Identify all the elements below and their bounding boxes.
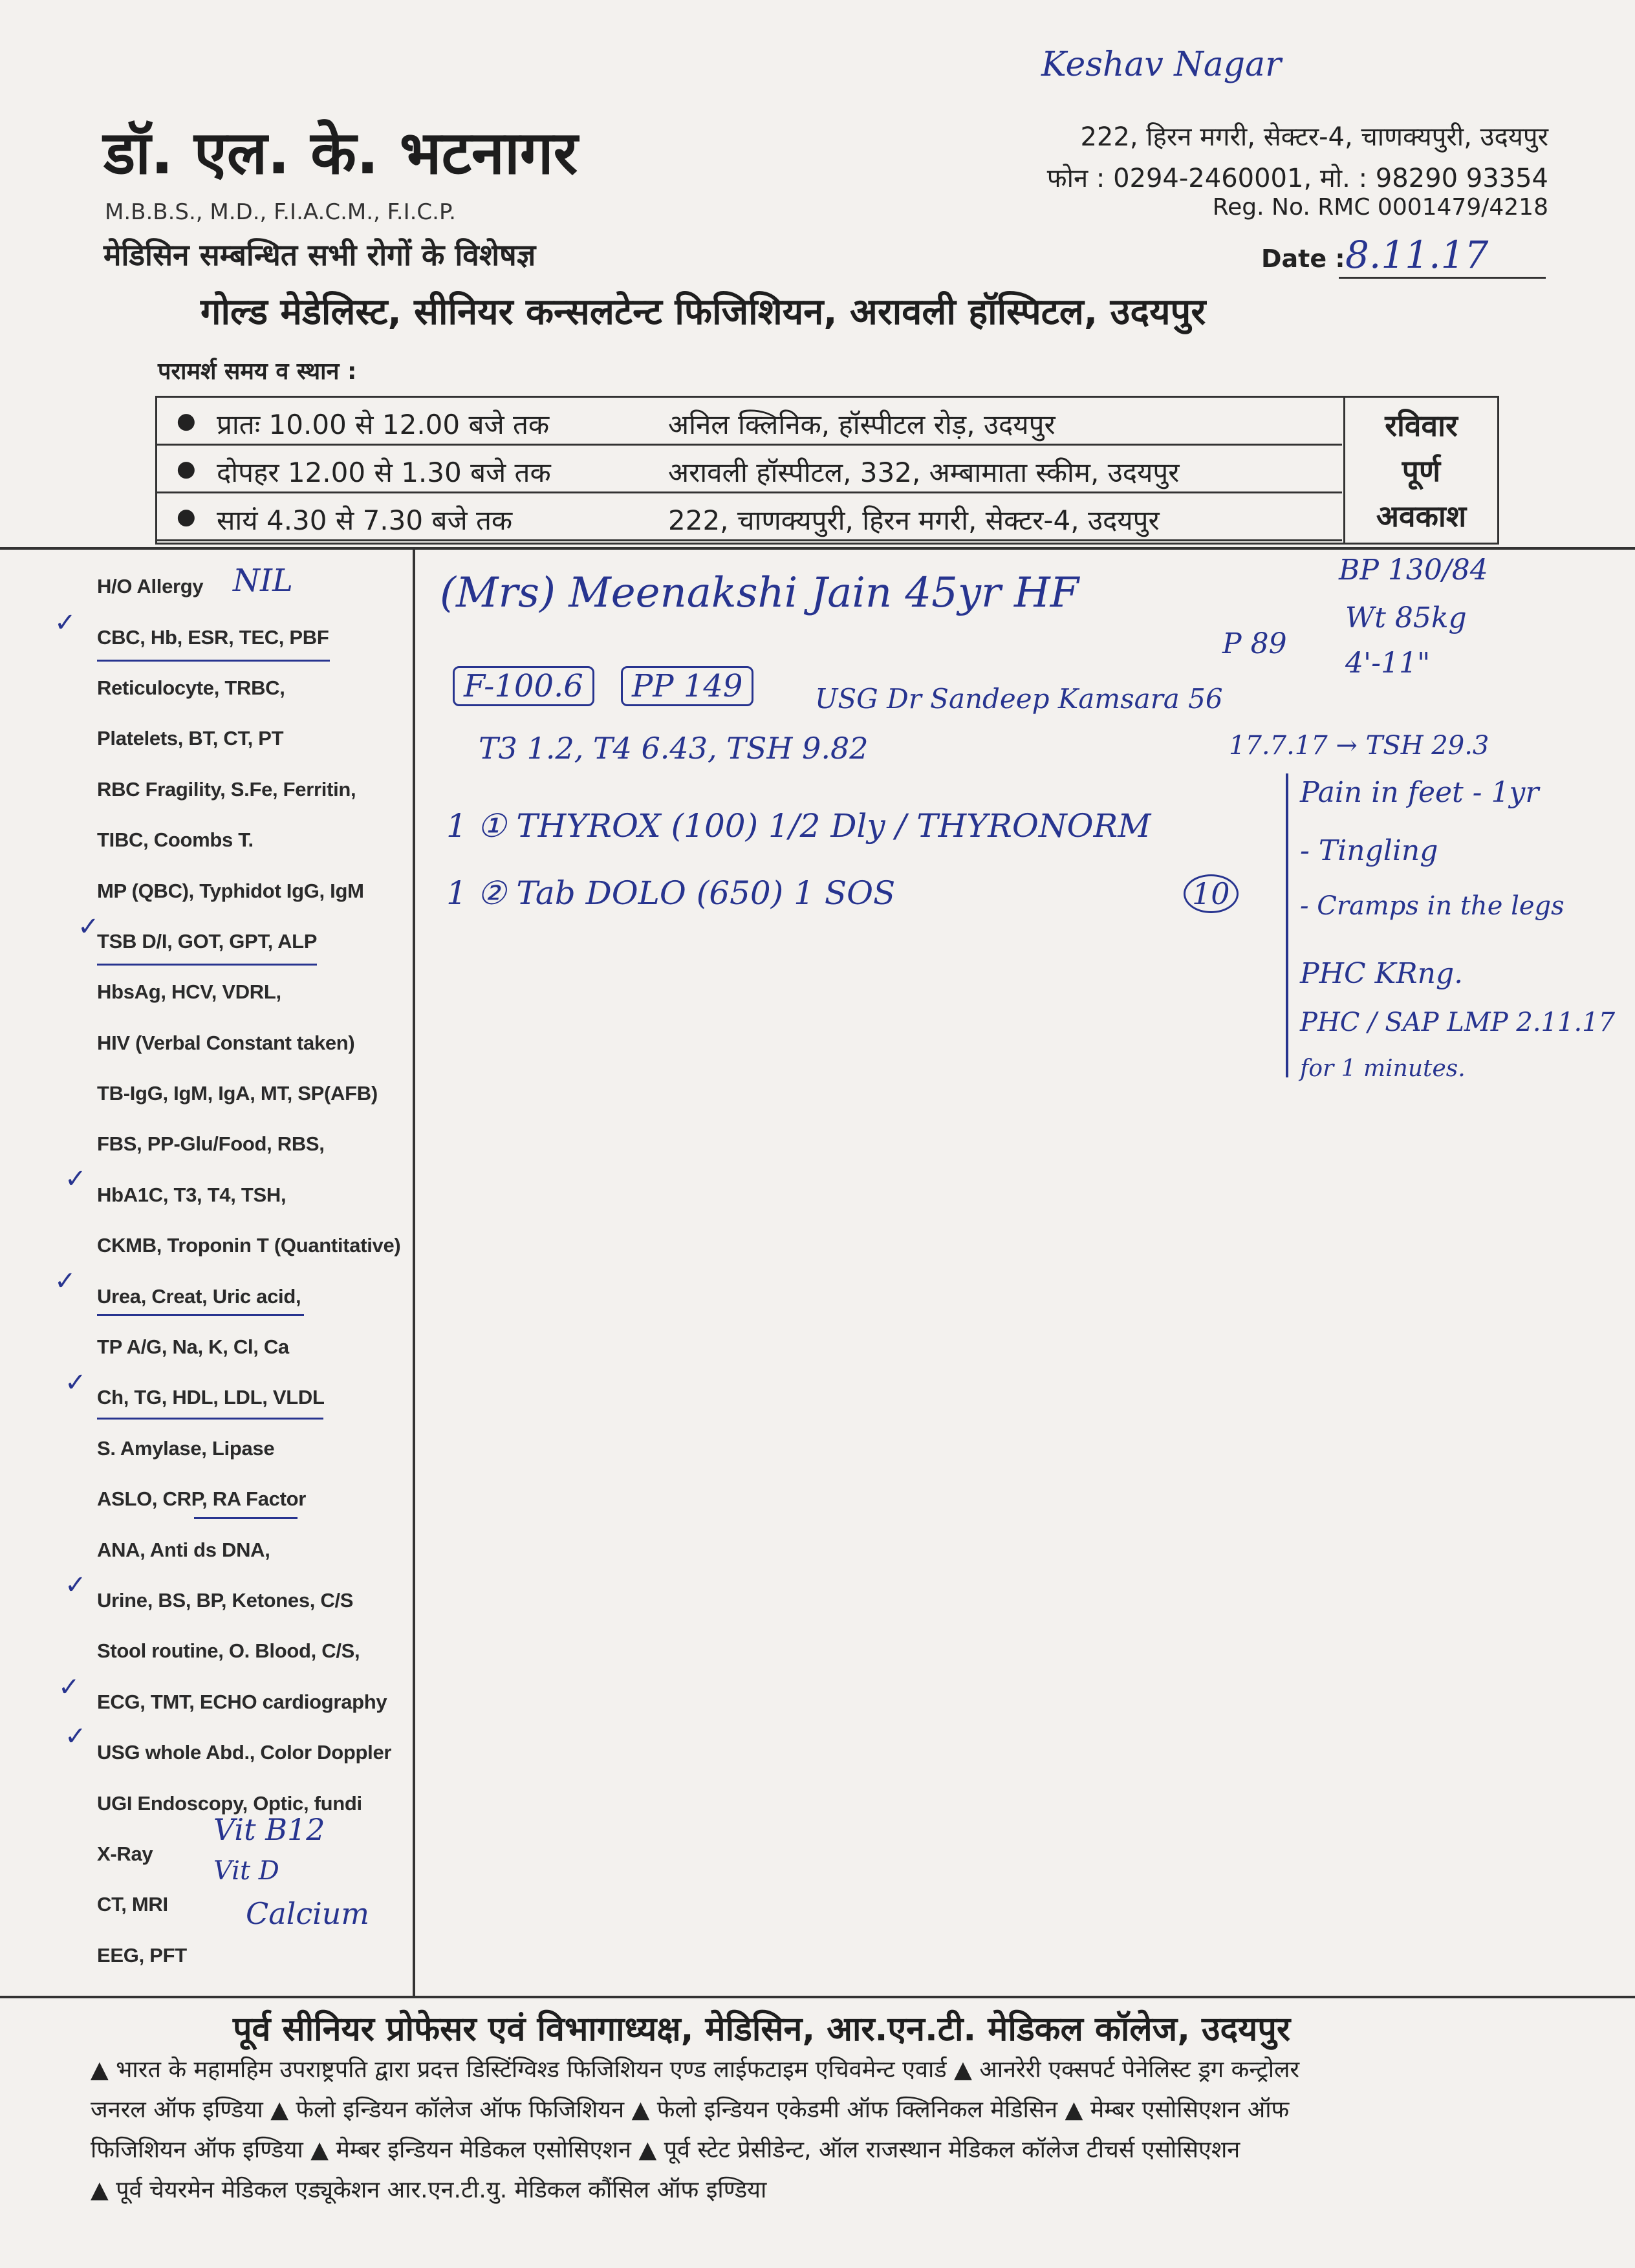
test-item: TB-IgG, IgM, IgA, MT, SP(AFB)	[97, 1082, 378, 1105]
footer-line: जनरल ऑफ इण्डिया ▲ फेलो इन्डियन कॉलेज ऑफ फिजिशियन ▲ फेलो इन्डियन एकेडमी ऑफ क्लिनिकल मेडिसिन ▲ मेम्बर एसोसिएशन ऑफ	[91, 2097, 1290, 2123]
handwritten-complaint: Pain in feet - 1yr	[1300, 776, 1539, 809]
handwritten-rx2-qty: 10	[1184, 874, 1239, 913]
test-item: H/O Allergy	[97, 575, 204, 598]
test-item: MP (QBC), Typhidot IgG, IgM	[97, 879, 364, 902]
test-item: ASLO, CRP, RA Factor	[97, 1487, 306, 1511]
schedule-row	[157, 446, 1342, 493]
test-item: Ch, TG, HDL, LDL, VLDL	[97, 1386, 325, 1409]
test-item: S. Amylase, Lipase	[97, 1436, 275, 1460]
handwritten-complaint: for 1 minutes.	[1300, 1055, 1466, 1082]
doctor-qualifications: M.B.B.S., M.D., F.I.A.C.M., F.I.C.P.	[105, 199, 456, 225]
divider	[0, 547, 1635, 550]
test-item: TIBC, Coombs T.	[97, 828, 254, 852]
doctor-name: डॉ. एल. के. भटनागर	[103, 118, 578, 188]
handwritten-bp: BP 130/84	[1339, 554, 1488, 587]
test-item: HbsAg, HCV, VDRL,	[97, 980, 281, 1004]
footer-line: ▲ भारत के महामहिम उपराष्ट्रपति द्वारा प्रदत्त डिस्टिंग्विश्ड फिजिशियन एण्ड लाईफटाइम एचिवमेन्ट एवार्ड ▲ आनरेरी एक्सपर्ट पेनेलिस्ट ड्रग कन्ट्रोलर	[91, 2057, 1300, 2083]
underline-mark	[97, 660, 330, 662]
date-rule	[1339, 277, 1546, 279]
schedule-table	[155, 396, 1499, 545]
date-label: Date :	[1261, 244, 1345, 273]
handwritten-allergy: NIL	[233, 563, 293, 599]
bullet-icon: ●	[177, 408, 196, 434]
schedule-label: परामर्श समय व स्थान :	[158, 358, 357, 385]
sunday-line: अवकाश	[1376, 499, 1467, 534]
bullet-icon: ●	[177, 456, 196, 482]
handwritten-complaint: PHC / SAP LMP 2.11.17	[1300, 1008, 1616, 1037]
test-item: CKMB, Troponin T (Quantitative)	[97, 1234, 401, 1257]
handwritten-side-note: Vit D	[213, 1856, 279, 1886]
test-item: HIV (Verbal Constant taken)	[97, 1031, 355, 1054]
check-mark-icon: ✓	[65, 1570, 87, 1600]
handwritten-date-note: 17.7.17 → TSH 29.3	[1229, 731, 1489, 761]
schedule-time: दोपहर 12.00 से 1.30 बजे तक	[217, 457, 551, 488]
date-value: 8.11.17	[1345, 233, 1489, 277]
handwritten-complaint: - Tingling	[1300, 834, 1438, 867]
handwritten-complaint: - Cramps in the legs	[1300, 891, 1565, 921]
underline-mark	[97, 1418, 323, 1420]
handwritten-pulse: P 89	[1222, 627, 1287, 660]
underline-mark	[97, 1314, 304, 1316]
underline-mark	[97, 964, 317, 966]
test-item: TSB D/I, GOT, GPT, ALP	[97, 929, 318, 953]
handwritten-usg-note: USG Dr Sandeep Kamsara 56	[815, 683, 1223, 715]
handwritten-side-note: Calcium	[246, 1896, 370, 1931]
test-checklist	[97, 561, 414, 1981]
test-item: RBC Fragility, S.Fe, Ferritin,	[97, 777, 356, 801]
divider	[0, 1996, 1635, 1998]
handwritten-complaint: PHC KRng.	[1300, 957, 1464, 990]
test-item: CBC, Hb, ESR, TEC, PBF	[97, 625, 329, 649]
test-item: Platelets, BT, CT, PT	[97, 727, 284, 750]
clinic-address: 222, हिरन मगरी, सेक्टर-4, चाणक्यपुरी, उदयपुर	[1080, 122, 1548, 152]
test-item: TP A/G, Na, K, Cl, Ca	[97, 1335, 289, 1359]
handwritten-height: 4'-11"	[1345, 647, 1431, 680]
sunday-line: पूर्ण	[1402, 453, 1441, 488]
footer-title: पूर्व सीनियर प्रोफेसर एवं विभागाध्यक्ष, मेडिसिन, आर.एन.टी. मेडिकल कॉलेज, उदयपुर	[233, 2010, 1291, 2049]
check-mark-icon: ✓	[65, 1722, 87, 1751]
handwritten-patient: (Mrs) Meenakshi Jain 45yr HF	[440, 569, 1079, 617]
test-item: Urine, BS, BP, Ketones, C/S	[97, 1589, 354, 1612]
title-band: गोल्ड मेडेलिस्ट, सीनियर कन्सलटेन्ट फिजिशियन, अरावली हॉस्पिटल, उदयपुर	[200, 291, 1206, 333]
registration-number: Reg. No. RMC 0001479/4218	[1212, 194, 1548, 221]
underline-mark	[194, 1517, 298, 1519]
footer-line: ▲ पूर्व चेयरमेन मेडिकल एड्यूकेशन आर.एन.टी.यु. मेडिकल कौंसिल ऑफ इण्डिया	[91, 2177, 767, 2203]
test-item: Reticulocyte, TRBC,	[97, 676, 285, 699]
handwritten-side-note: Vit B12	[213, 1812, 325, 1847]
test-item: EEG, PFT	[97, 1943, 187, 1967]
check-mark-icon: ✓	[54, 1266, 76, 1296]
test-item: UGI Endoscopy, Optic, fundi	[97, 1791, 362, 1815]
test-item: Stool routine, O. Blood, C/S,	[97, 1639, 360, 1663]
complaints-bracket	[1286, 773, 1294, 1077]
test-item: ANA, Anti ds DNA,	[97, 1538, 270, 1561]
test-item: FBS, PP-Glu/Food, RBS,	[97, 1132, 325, 1156]
test-item: ECG, TMT, ECHO cardiography	[97, 1690, 387, 1713]
check-mark-icon: ✓	[65, 1368, 87, 1398]
test-item: Urea, Creat, Uric acid,	[97, 1284, 301, 1308]
schedule-place: अरावली हॉस्पीटल, 332, अम्बामाता स्कीम, उदयपुर	[668, 457, 1180, 488]
footer-line: फिजिशियन ऑफ इण्डिया ▲ मेम्बर इन्डियन मेडिकल एसोसिएशन ▲ पूर्व स्टेट प्रेसीडेन्ट, ऑल राजस्थान मेडिकल कॉलेज टीचर्स एसोसिएशन	[91, 2137, 1240, 2163]
schedule-row	[157, 493, 1342, 541]
footer-credentials	[91, 2050, 1552, 2210]
handwritten-thyroid: T3 1.2, T4 6.43, TSH 9.82	[479, 731, 869, 766]
schedule-time: प्रातः 10.00 से 12.00 बजे तक	[217, 409, 550, 440]
check-mark-icon: ✓	[65, 1164, 87, 1194]
test-item: CT, MRI	[97, 1893, 168, 1916]
handwritten-area-note: Keshav Nagar	[1041, 45, 1281, 84]
schedule-place: अनिल क्लिनिक, हॉस्पीटल रोड़, उदयपुर	[668, 409, 1056, 440]
handwritten-sugar-pp: PP 149	[621, 666, 753, 706]
test-item: HbA1C, T3, T4, TSH,	[97, 1183, 287, 1206]
check-mark-icon: ✓	[58, 1672, 80, 1702]
handwritten-sugar-fasting: F-100.6	[453, 666, 594, 706]
test-item: X-Ray	[97, 1842, 153, 1865]
handwritten-rx1: 1 ① THYROX (100) 1/2 Dly / THYRONORM	[446, 807, 1151, 845]
schedule-place: 222, चाणक्यपुरी, हिरन मगरी, सेक्टर-4, उदयपुर	[668, 504, 1160, 536]
handwritten-rx2: 1 ② Tab DOLO (650) 1 SOS	[446, 874, 896, 912]
clinic-phone: फोन : 0294-2460001, मो. : 98290 93354	[1046, 164, 1548, 193]
doctor-speciality: मेडिसिन सम्बन्धित सभी रोगों के विशेषज्ञ	[103, 237, 536, 272]
bullet-icon: ●	[177, 504, 196, 530]
handwritten-weight: Wt 85kg	[1345, 601, 1467, 634]
sunday-holiday	[1343, 398, 1497, 543]
schedule-time: सायं 4.30 से 7.30 बजे तक	[217, 504, 513, 536]
sunday-line: रविवार	[1385, 408, 1458, 443]
check-mark-icon: ✓	[78, 912, 100, 942]
test-item: USG whole Abd., Color Doppler	[97, 1741, 392, 1764]
schedule-row	[157, 398, 1342, 446]
check-mark-icon: ✓	[54, 608, 76, 638]
